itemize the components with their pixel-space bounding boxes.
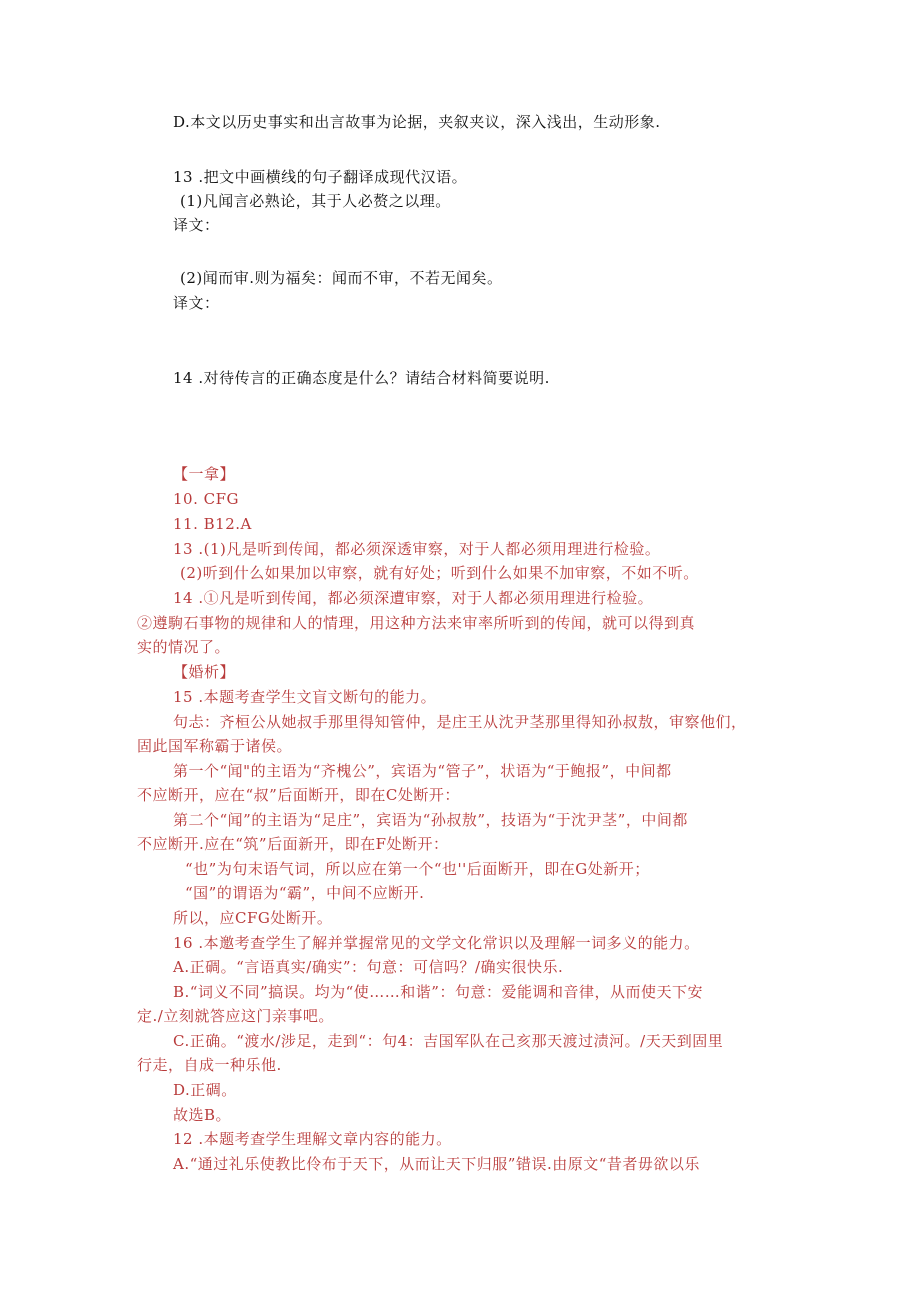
answer-13-part-2: (2)听到什么如果加以审察，就有好处；听到什么如果不加审察，不如不听。 bbox=[180, 564, 699, 582]
analysis-15-p1-line-2: 固此国军称霸于诸侯。 bbox=[137, 737, 293, 755]
analysis-15-p5: “国”的谓语为“霸”，中间不应断开. bbox=[185, 884, 425, 902]
analysis-15-p2-line-2: 不应断开，应在“叔”后面断开，即在C处断开： bbox=[137, 786, 460, 804]
answer-13-part-1: 13 .(1)凡是听到传闻，都必须深透审察，对于人都必须用理进行检验。 bbox=[173, 540, 661, 558]
analysis-16-option-b-line-2: 定./立刻就答应这门亲事吧。 bbox=[137, 1007, 334, 1025]
answer-10: 10. CFG bbox=[173, 490, 239, 508]
analysis-16-option-b-line-1: B.“词义不同”搞误。均为“使……和谐”：句意：爱能调和音律，从而使天下安 bbox=[173, 983, 703, 1001]
analysis-15-p3-line-2: 不应断开.应在“筑”后面新开，即在F处断开： bbox=[137, 835, 449, 853]
question-14-title: 14 .对待传言的正确态度是什么？请结合材料简要说明. bbox=[173, 369, 550, 387]
analysis-15-p4: “也”为句末语气词，所以应在第一个“也''后面断开，即在G处新开； bbox=[185, 860, 650, 878]
answer-14-part-2-line-1: ②遵駒石事物的规律和人的情理，用这种方法来审率所听到的传闻，就可以得到真 bbox=[137, 614, 696, 632]
analysis-15-p1-line-1: 句忐：齐桓公从她叔手那里得知管仲，是庄王从沈尹茎那里得知孙叔敖，审察他们， bbox=[173, 713, 747, 731]
question-13-part-1-label: 译文： bbox=[173, 216, 220, 234]
answer-header: 【一拿】 bbox=[173, 465, 236, 483]
analysis-12-option-a: A.“通过礼乐使教比伶布于天下，从而让天下归服”错误.由原文“昔者毋欲以乐 bbox=[173, 1155, 700, 1173]
analysis-15-p6: 所以，应CFG处断开。 bbox=[173, 909, 333, 927]
analysis-header: 【婚析】 bbox=[173, 663, 236, 681]
analysis-16-option-a: A.正碉。“言语真实/确实”：句意：可信吗？/确实很快乐. bbox=[173, 958, 564, 976]
question-13-part-2-label: 译文： bbox=[173, 294, 220, 312]
analysis-16-option-c-line-1: C.正确。“渡水/涉足，走到“：句4：吉国军队在己亥那天渡过渍河。/天天到固里 bbox=[173, 1032, 724, 1050]
analysis-16-option-d: D.正碉。 bbox=[173, 1081, 237, 1099]
analysis-16-conclusion: 故选B。 bbox=[173, 1106, 232, 1124]
analysis-16-option-c-line-2: 行走，自成一种乐他. bbox=[137, 1056, 282, 1074]
analysis-15-p2-line-1: 第一个“闻"的主语为“齐槐公”，宾语为“管子”，状语为“于鲍报”，中间都 bbox=[173, 762, 672, 780]
question-13-title: 13 .把文中画横线的句子翻译成现代汉语。 bbox=[173, 168, 468, 186]
answer-14-part-1: 14 .①凡是听到传闻，都必须深遭审察，对于人都必须用理进行检验。 bbox=[173, 589, 654, 607]
question-13-part-2: (2)闻而审.则为福矣：闻而不审，不若无闻矣。 bbox=[180, 269, 503, 287]
question-13-part-1: (1)凡闻言必熟论，其于人必赘之以理。 bbox=[180, 192, 451, 210]
answer-14-part-2-line-2: 实的情况了。 bbox=[137, 638, 231, 656]
answer-11-12: 11. B12.A bbox=[173, 515, 252, 533]
analysis-15: 15 .本题考查学生文盲文断句的能力。 bbox=[173, 688, 437, 706]
analysis-12: 12 .本题考查学生理解文章内容的能力。 bbox=[173, 1130, 452, 1148]
analysis-16: 16 .本邀考查学生了解并掌握常见的文学文化常识以及理解一词多义的能力。 bbox=[173, 934, 700, 952]
analysis-15-p3-line-1: 第二个“闻”的主语为“足庄”，宾语为“孙叔敖”，技语为“于沈尹茎”，中间都 bbox=[173, 811, 688, 829]
option-d: D.本文以历史事实和出言故事为论据，夹叙夹议，深入浅出，生动形象. bbox=[173, 113, 661, 131]
